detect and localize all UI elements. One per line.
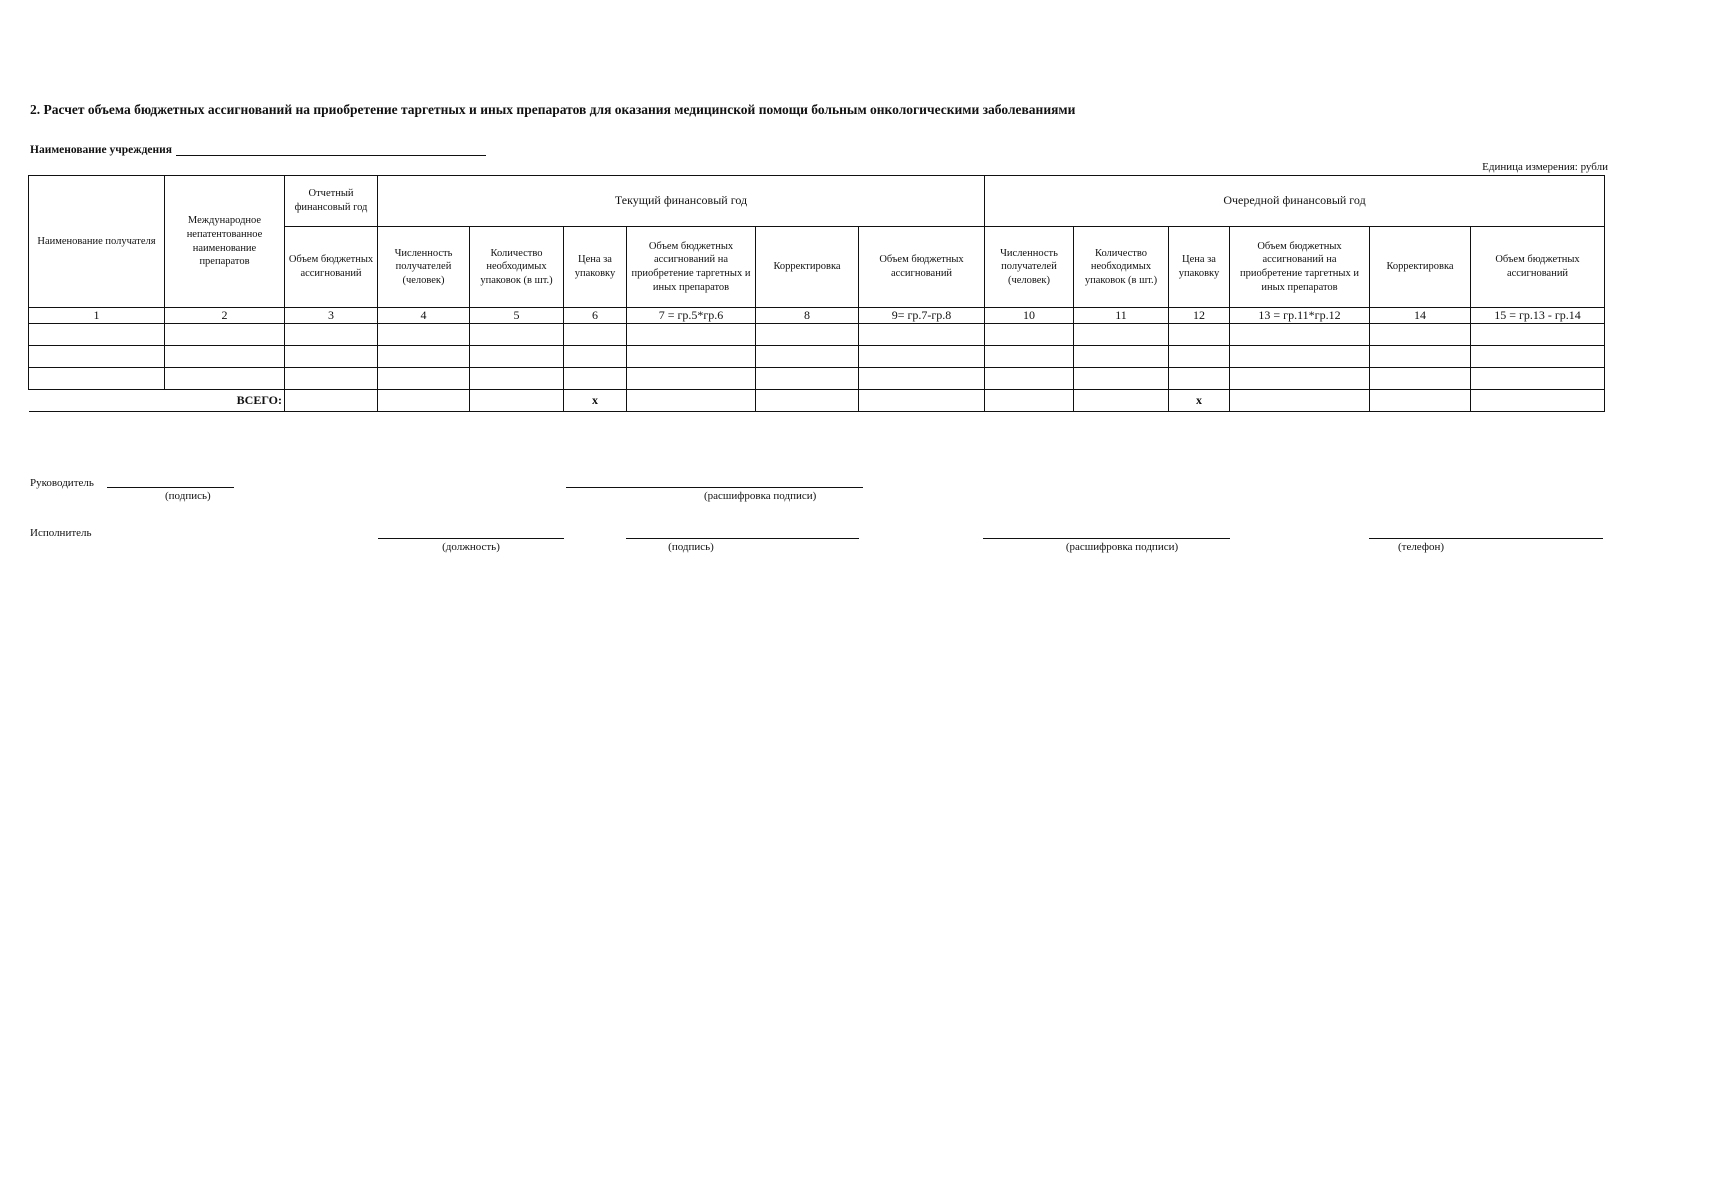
header-reporting-year: Отчетный финансовый год <box>285 176 378 227</box>
table-cell[interactable] <box>564 324 627 346</box>
table-cell[interactable] <box>1471 390 1605 412</box>
table-cell[interactable] <box>756 368 859 390</box>
header-next-volume: Объем бюджетных ассигнований <box>1471 227 1605 308</box>
executor-signature-caption: (подпись) <box>668 541 714 553</box>
institution-label: Наименование учреждения <box>30 144 173 156</box>
column-number: 4 <box>378 308 470 324</box>
unit-label: Единица измерения: рубли <box>1482 161 1608 173</box>
header-current-price: Цена за упаковку <box>564 227 627 308</box>
table-cell[interactable] <box>378 324 470 346</box>
table-cell[interactable] <box>1169 368 1230 390</box>
column-number: 2 <box>165 308 285 324</box>
header-current-volume-purchase: Объем бюджетных ассигнований на приобретение таргетных и иных препаратов <box>627 227 756 308</box>
table-cell[interactable] <box>756 346 859 368</box>
table-cell[interactable] <box>1370 324 1471 346</box>
table-cell[interactable] <box>1471 368 1605 390</box>
table-cell[interactable] <box>1230 324 1370 346</box>
table-cell[interactable] <box>285 368 378 390</box>
table-cell[interactable] <box>470 324 564 346</box>
table-cell[interactable] <box>165 368 285 390</box>
header-current-correction: Корректировка <box>756 227 859 308</box>
table-cell[interactable] <box>285 390 378 412</box>
institution-field <box>30 143 486 156</box>
total-x-mark: x <box>1169 390 1230 412</box>
table-cell[interactable] <box>1074 324 1169 346</box>
head-decoding-caption: (расшифровка подписи) <box>704 490 817 502</box>
table-cell[interactable] <box>29 368 165 390</box>
table-cell[interactable] <box>859 324 985 346</box>
table-cell[interactable] <box>985 324 1074 346</box>
table-cell[interactable] <box>1230 368 1370 390</box>
table-cell[interactable] <box>1074 346 1169 368</box>
table-cell[interactable] <box>756 390 859 412</box>
column-number: 7 = гр.5*гр.6 <box>627 308 756 324</box>
table-cell[interactable] <box>627 368 756 390</box>
header-next-volume-purchase: Объем бюджетных ассигнований на приобретение таргетных и иных препаратов <box>1230 227 1370 308</box>
column-number: 6 <box>564 308 627 324</box>
table-row <box>29 368 1605 390</box>
table-cell[interactable] <box>1169 346 1230 368</box>
header-current-year: Текущий финансовый год <box>378 176 985 227</box>
table-cell[interactable] <box>859 346 985 368</box>
header-recipient-name: Наименование получателя <box>29 176 165 308</box>
table-cell[interactable] <box>1074 390 1169 412</box>
column-number: 9= гр.7-гр.8 <box>859 308 985 324</box>
total-x-mark: x <box>564 390 627 412</box>
head-label: Руководитель <box>30 477 94 489</box>
table-cell[interactable] <box>1370 390 1471 412</box>
header-current-recipients: Численность получателей (человек) <box>378 227 470 308</box>
column-number: 14 <box>1370 308 1471 324</box>
table-cell[interactable] <box>1370 368 1471 390</box>
executor-position-caption: (должность) <box>442 541 500 553</box>
column-number: 5 <box>470 308 564 324</box>
header-next-correction: Корректировка <box>1370 227 1471 308</box>
table-cell[interactable] <box>859 368 985 390</box>
executor-position-line[interactable] <box>378 538 564 539</box>
header-next-recipients: Численность получателей (человек) <box>985 227 1074 308</box>
table-cell[interactable] <box>378 390 470 412</box>
column-number: 12 <box>1169 308 1230 324</box>
header-current-packages: Количество необходимых упаковок (в шт.) <box>470 227 564 308</box>
header-current-volume: Объем бюджетных ассигнований <box>859 227 985 308</box>
table-row <box>29 346 1605 368</box>
table-cell[interactable] <box>470 346 564 368</box>
executor-decoding-caption: (расшифровка подписи) <box>1065 541 1179 553</box>
column-number: 11 <box>1074 308 1169 324</box>
executor-phone-caption: (телефон) <box>1397 541 1445 553</box>
table-cell[interactable] <box>564 368 627 390</box>
column-number: 13 = гр.11*гр.12 <box>1230 308 1370 324</box>
table-row <box>29 324 1605 346</box>
table-cell[interactable] <box>1471 324 1605 346</box>
table-cell[interactable] <box>29 324 165 346</box>
table-cell[interactable] <box>1230 346 1370 368</box>
head-decoding-line[interactable] <box>566 487 863 488</box>
table-cell[interactable] <box>627 324 756 346</box>
total-label: ВСЕГО: <box>29 390 285 412</box>
table-cell[interactable] <box>985 368 1074 390</box>
executor-decoding-line[interactable] <box>983 538 1230 539</box>
table-cell[interactable] <box>378 346 470 368</box>
total-row <box>29 390 1605 412</box>
table-cell[interactable] <box>285 346 378 368</box>
table-cell[interactable] <box>756 324 859 346</box>
table-cell[interactable] <box>1230 390 1370 412</box>
column-number: 3 <box>285 308 378 324</box>
head-signature-line[interactable] <box>107 487 234 488</box>
table-cell[interactable] <box>470 368 564 390</box>
column-number: 1 <box>29 308 165 324</box>
table-cell[interactable] <box>1169 324 1230 346</box>
head-signature-caption: (подпись) <box>165 490 211 502</box>
table-cell[interactable] <box>985 390 1074 412</box>
executor-signature-line[interactable] <box>626 538 859 539</box>
header-inn: Международное непатентованное наименование препаратов <box>165 176 285 308</box>
table-cell[interactable] <box>378 368 470 390</box>
header-next-price: Цена за упаковку <box>1169 227 1230 308</box>
executor-label: Исполнитель <box>30 527 92 539</box>
table-cell[interactable] <box>1471 346 1605 368</box>
table-cell[interactable] <box>627 346 756 368</box>
institution-input-line[interactable] <box>176 143 486 156</box>
table-cell[interactable] <box>985 346 1074 368</box>
table-cell[interactable] <box>165 324 285 346</box>
table-cell[interactable] <box>859 390 985 412</box>
table-cell[interactable] <box>1370 346 1471 368</box>
executor-phone-line[interactable] <box>1369 538 1603 539</box>
allocation-table <box>28 175 1605 412</box>
table-cell[interactable] <box>165 346 285 368</box>
table-cell[interactable] <box>285 324 378 346</box>
document-title: 2. Расчет объема бюджетных ассигнований на приобретение таргетных и иных препаратов для оказания медицинской помощи больным онкологическими заболеваниями <box>30 102 1076 117</box>
column-number: 8 <box>756 308 859 324</box>
table-cell[interactable] <box>470 390 564 412</box>
column-number: 10 <box>985 308 1074 324</box>
column-number: 15 = гр.13 - гр.14 <box>1471 308 1605 324</box>
header-reporting-volume: Объем бюджетных ассигнований <box>285 227 378 308</box>
column-numbers-row <box>29 308 1605 324</box>
header-next-year: Очередной финансовый год <box>985 176 1605 227</box>
table-cell[interactable] <box>627 390 756 412</box>
header-next-packages: Количество необходимых упаковок (в шт.) <box>1074 227 1169 308</box>
table-cell[interactable] <box>29 346 165 368</box>
table-cell[interactable] <box>564 346 627 368</box>
table-cell[interactable] <box>1074 368 1169 390</box>
